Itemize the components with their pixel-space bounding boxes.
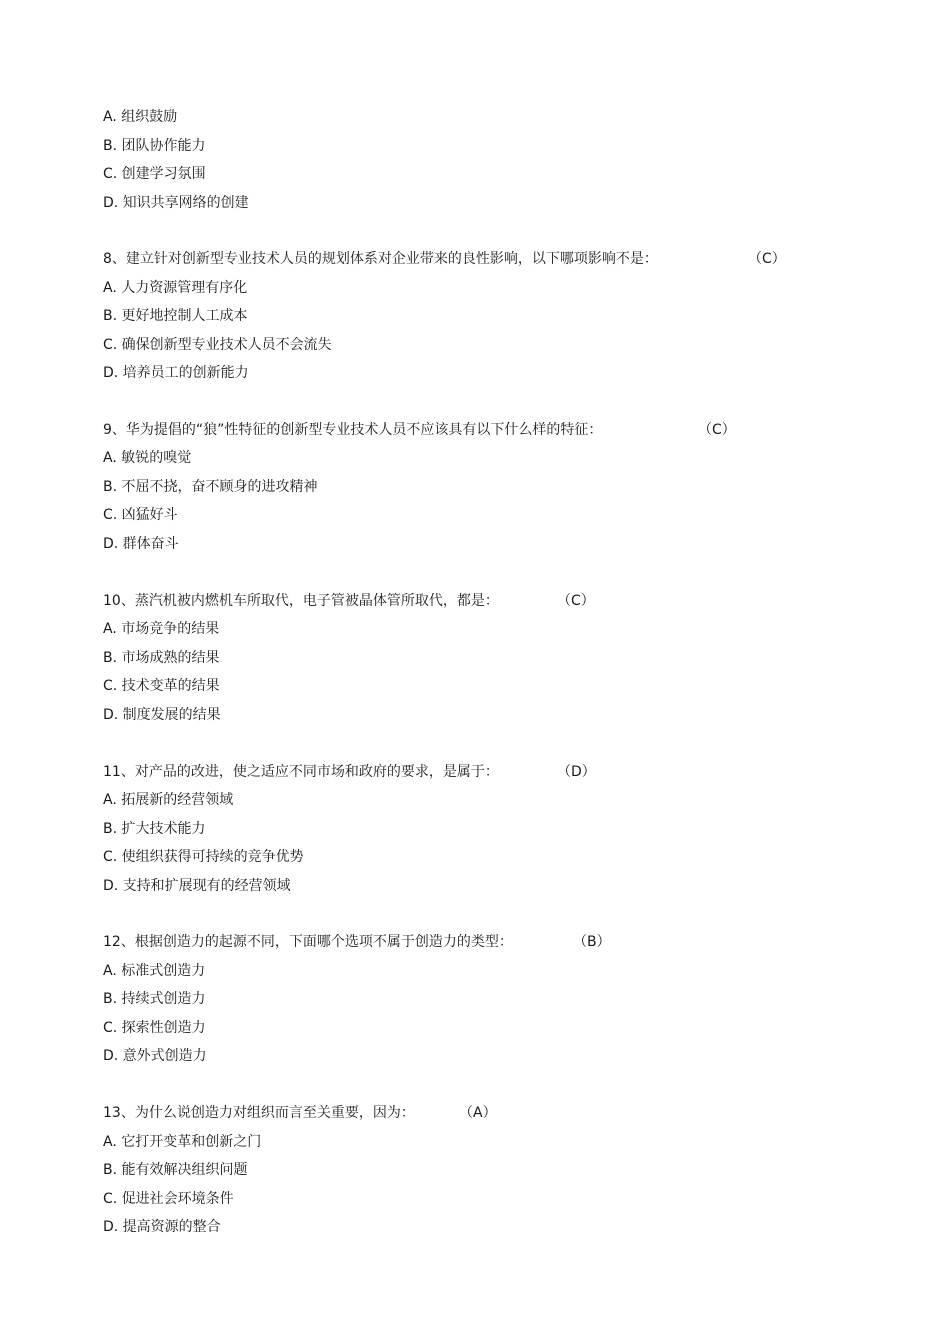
option-c: C. 使组织获得可持续的竞争优势 — [103, 849, 304, 865]
option-d: D. 制度发展的结果 — [103, 707, 221, 723]
option-d: D. 群体奋斗 — [103, 536, 179, 552]
question-8-text: 8、建立针对创新型专业技术人员的规划体系对企业带来的良性影响，以下哪项影响不是： — [103, 251, 658, 267]
option-b: B. 团队协作能力 — [103, 138, 206, 154]
option-b: B. 扩大技术能力 — [103, 821, 206, 837]
option-c: C. 创建学习氛围 — [103, 166, 206, 182]
option-a: A. 它打开变革和创新之门 — [103, 1134, 262, 1150]
option-b: B. 市场成熟的结果 — [103, 650, 220, 666]
question-11-text: 11、对产品的改进，使之适应不同市场和政府的要求，是属于： — [103, 764, 499, 780]
option-d: D. 意外式创造力 — [103, 1048, 207, 1064]
option-a: A. 人力资源管理有序化 — [103, 280, 248, 296]
question-12-answer: （B） — [573, 934, 611, 950]
question-9-text: 9、华为提倡的“狼”性特征的创新型专业技术人员不应该具有以下什么样的特征： — [103, 422, 603, 438]
option-a: A. 标准式创造力 — [103, 963, 206, 979]
option-c: C. 探索性创造力 — [103, 1020, 206, 1036]
option-a: A. 拓展新的经营领域 — [103, 792, 234, 808]
question-10-answer: （C） — [557, 593, 595, 609]
option-b: B. 更好地控制人工成本 — [103, 308, 248, 324]
question-8-answer: （C） — [748, 251, 786, 267]
option-b: B. 能有效解决组织问题 — [103, 1162, 248, 1178]
option-a: A. 市场竞争的结果 — [103, 621, 220, 637]
question-9-answer: （C） — [698, 422, 736, 438]
option-d: D. 提高资源的整合 — [103, 1219, 221, 1235]
option-c: C. 凶猛好斗 — [103, 507, 178, 523]
question-13-text: 13、为什么说创造力对组织而言至关重要，因为： — [103, 1105, 415, 1121]
question-12-text: 12、根据创造力的起源不同，下面哪个选项不属于创造力的类型： — [103, 934, 513, 950]
option-c: C. 确保创新型专业技术人员不会流失 — [103, 337, 332, 353]
question-11-answer: （D） — [557, 764, 596, 780]
option-c: C. 技术变革的结果 — [103, 678, 220, 694]
option-a: A. 组织鼓励 — [103, 109, 178, 125]
option-d: D. 支持和扩展现有的经营领域 — [103, 878, 291, 894]
option-b: B. 持续式创造力 — [103, 991, 206, 1007]
option-b: B. 不屈不挠，奋不顾身的进攻精神 — [103, 479, 318, 495]
option-a: A. 敏锐的嗅觉 — [103, 450, 192, 466]
option-d: D. 培养员工的创新能力 — [103, 365, 249, 381]
question-13-answer: （A） — [459, 1105, 497, 1121]
question-10-text: 10、蒸汽机被内燃机车所取代，电子管被晶体管所取代，都是： — [103, 593, 499, 609]
option-c: C. 促进社会环境条件 — [103, 1191, 234, 1207]
option-d: D. 知识共享网络的创建 — [103, 195, 249, 211]
